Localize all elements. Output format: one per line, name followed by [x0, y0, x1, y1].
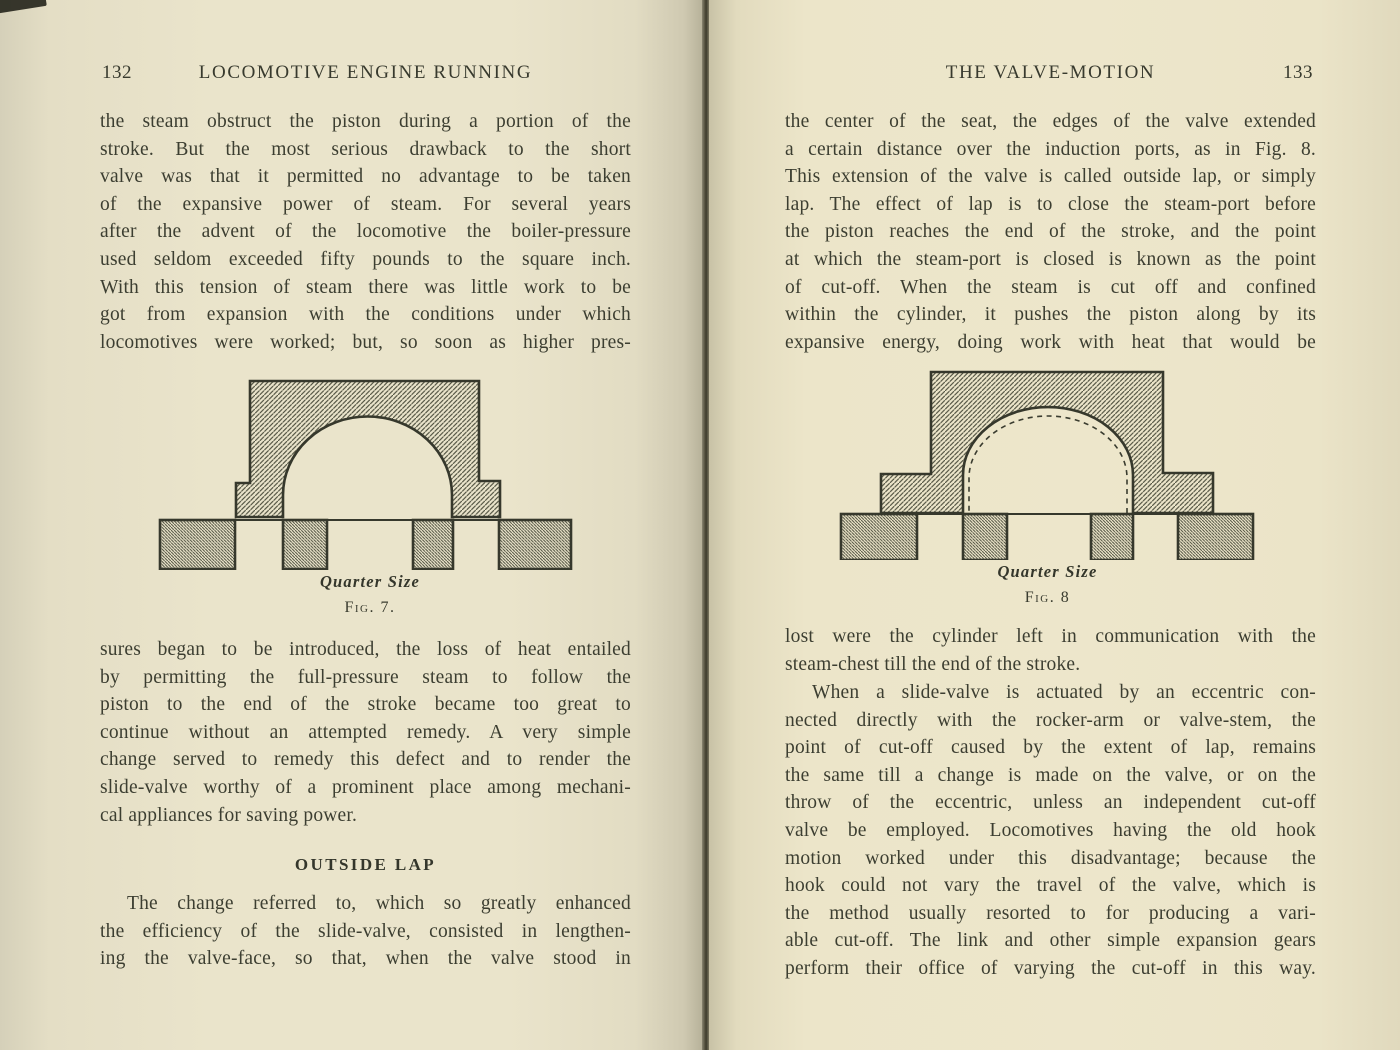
figure-7-scale-caption: Quarter Size [319, 572, 421, 591]
text-line: valve was that it permitted no advantage to be taken [100, 166, 631, 188]
text-line: the efficiency of the slide-valve, consisted in lengthen- [100, 920, 631, 942]
seat-block [160, 520, 235, 569]
text-line: locomotives were worked; but, so soon as higher pres- [100, 331, 631, 353]
text-line: expansive energy, doing work with heat that would be [785, 331, 1316, 353]
left-paragraph-2 [100, 636, 631, 829]
text-line: a certain distance over the induction ports, as in Fig. 8. [785, 138, 1316, 160]
text-line: The change referred to, which so greatly enhanced [127, 893, 631, 914]
text-line: change served to remedy this defect and to render the [100, 749, 631, 771]
left-running-header [100, 62, 631, 88]
text-line: piston to the end of the stroke became too great to [100, 694, 631, 716]
figure-8-drawing [830, 368, 1265, 560]
text-line: perform their office of varying the cut-off in this way. [785, 957, 1316, 979]
text-line: within the cylinder, it pushes the piston along by its [785, 304, 1316, 326]
figure-8 [830, 368, 1265, 607]
text-line: after the advent of the locomotive the boiler-pressure [100, 221, 631, 243]
section-heading-outside-lap: OUTSIDE LAP [294, 855, 437, 874]
text-line: When a slide-valve is actuated by an eccentric con- [812, 682, 1316, 703]
original-valve-edge-dashed [969, 416, 1127, 513]
text-line: the steam obstruct the piston during a portion of the [100, 111, 631, 132]
text-line: valve be employed. Locomotives having the old hook [785, 819, 1316, 841]
seat-block [1091, 514, 1133, 560]
text-line: used seldom exceeded fifty pounds to the square inch. [100, 248, 631, 270]
seat-block [499, 520, 571, 569]
text-line: got from expansion with the conditions under which [100, 304, 631, 326]
text-line: lost were the cylinder left in communication with the [785, 626, 1316, 647]
text-line: lap. The effect of lap is to close the steam-port before [785, 193, 1316, 215]
left-paragraph-3 [100, 890, 631, 973]
text-line: This extension of the valve is called outside lap, or simply [785, 166, 1316, 188]
figure-7 [140, 372, 600, 617]
text-line: continue without an attempted remedy. A very simple [100, 721, 631, 743]
right-running-title: THE VALVE-MOTION [945, 62, 1156, 83]
figure-7-drawing [140, 372, 600, 570]
text-line: sures began to be introduced, the loss of heat entailed [100, 639, 631, 660]
right-page-number: 133 [1283, 62, 1313, 83]
text-line: point of cut-off caused by the extent of lap, remains [785, 737, 1316, 759]
right-page [709, 0, 1400, 1050]
text-line: motion worked under this disadvantage; because the [785, 847, 1316, 869]
text-line: the method usually resorted to for producing a vari- [785, 902, 1316, 924]
right-running-header [785, 62, 1316, 88]
valve-body-section [881, 372, 1213, 513]
text-line: the center of the seat, the edges of the valve extended [785, 111, 1316, 132]
book-gutter [702, 0, 709, 1050]
seat-block [283, 520, 327, 569]
figure-7-label: Fig. 7. [344, 599, 396, 616]
text-line: slide-valve worthy of a prominent place among mechani- [100, 776, 631, 798]
text-line: cal appliances for saving power. [100, 804, 358, 826]
valve-body-section [236, 381, 500, 517]
right-paragraph-3 [785, 679, 1316, 983]
text-line: hook could not vary the travel of the valve, which is [785, 875, 1316, 897]
text-line: nected directly with the rocker-arm or valve-stem, the [785, 709, 1316, 731]
text-line: of the expansive power of steam. For several years [100, 193, 631, 215]
text-line: at which the steam-port is closed is known as the point [785, 248, 1316, 270]
seat-block [841, 514, 917, 560]
right-paragraph-1 [785, 108, 1316, 356]
text-line: by permitting the full-pressure steam to follow the [100, 666, 631, 688]
seat-block [413, 520, 453, 569]
text-line: the piston reaches the end of the stroke, and the point [785, 221, 1316, 243]
left-page-number: 132 [102, 62, 132, 83]
left-running-title: LOCOMOTIVE ENGINE RUNNING [198, 62, 533, 83]
text-line: With this tension of steam there was little work to be [100, 276, 631, 298]
scan-corner-artifact [0, 0, 47, 14]
right-paragraph-2 [785, 623, 1316, 678]
text-line: steam-chest till the end of the stroke. [785, 653, 1081, 675]
figure-8-label: Fig. 8 [1024, 589, 1071, 606]
text-line: the same till a change is made on the valve, or on the [785, 764, 1316, 786]
left-paragraph-1 [100, 108, 631, 356]
text-line: of cut-off. When the steam is cut off and confined [785, 276, 1316, 298]
text-line: throw of the eccentric, unless an independent cut-off [785, 792, 1316, 814]
seat-block [1178, 514, 1253, 560]
figure-8-scale-caption: Quarter Size [997, 562, 1098, 581]
text-line: stroke. But the most serious drawback to the short [100, 138, 631, 160]
text-line: ing the valve-face, so that, when the valve stood in [100, 948, 631, 970]
seat-block [963, 514, 1007, 560]
text-line: able cut-off. The link and other simple expansion gears [785, 930, 1316, 952]
